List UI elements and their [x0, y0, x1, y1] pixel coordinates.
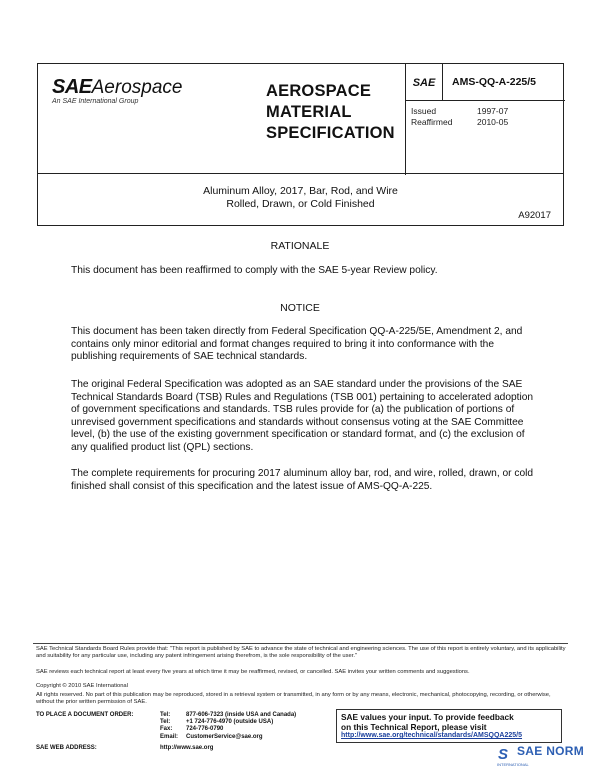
- logo-sae-text: SAE: [52, 76, 92, 98]
- copyright-note: Copyright © 2010 SAE International: [36, 683, 128, 689]
- notice-paragraph-2: The original Federal Specification was adopted as an SAE standard under the provisions of the SAE Technical Standards Board (TSB) Rules and Regulations (TSB 001) pertaining to accelerated adoption of government specifications and standards. TSB rules provide for (a) the publication of portions of unrevised government specifications and standards without consensus voting at the SAE Committee level, (b) the use of the existing government specification or standard format, and (c) the exclusion of any qualified product list (QPL) sections.: [71, 379, 534, 453]
- feedback-link[interactable]: http://www.sae.org/technical/standards/AMSQQA225/5: [341, 732, 523, 739]
- tel-value: 877-606-7323 (inside USA and Canada): [186, 712, 297, 718]
- tel2-label: Tel:: [160, 719, 171, 726]
- document-title-line-1: Aluminum Alloy, 2017, Bar, Rod, and Wire: [203, 185, 398, 197]
- sae-watermark-icon: [497, 742, 519, 764]
- title-line-3: SPECIFICATION: [266, 124, 395, 142]
- notice-paragraph-1: This document has been taken directly from Federal Specification QQ-A-225/5E, Amendment 2, and contains only minor editorial and format changes required to bring it into conformance with the publishing requirements of SAE technical standards.: [71, 326, 523, 362]
- feedback-box: [336, 709, 562, 743]
- svg-text:S: S: [498, 746, 509, 763]
- notice-heading: NOTICE: [280, 302, 320, 314]
- tel-label: Tel:: [160, 712, 171, 718]
- rights-note: All rights reserved. No part of this publication may be reproduced, stored in a retrieval system or transmitted, in any form or by any means, electronic, mechanical, photocopying, recording, or otherwise, without the prior written permission of SAE.: [36, 692, 551, 706]
- title-line-1: AEROSPACE: [266, 82, 372, 100]
- footer-divider: [33, 643, 568, 644]
- issued-label: Issued: [411, 106, 437, 116]
- issued-value: 1997-07: [477, 106, 509, 116]
- watermark-text: SAE NORM: [517, 744, 585, 758]
- order-label: TO PLACE A DOCUMENT ORDER:: [36, 712, 134, 718]
- document-dates: [411, 106, 508, 128]
- fsc-code: A92017: [518, 210, 551, 221]
- fax-value: 724-776-0790: [186, 726, 224, 733]
- watermark-subtext: INTERNATIONAL: [497, 762, 529, 767]
- title-line-2: MATERIAL: [266, 103, 352, 121]
- tel2-value: +1 724-776-4970 (outside USA): [186, 719, 274, 726]
- email-label: Email:: [160, 733, 179, 740]
- feedback-text: [341, 712, 514, 732]
- sae-norm-watermark: [497, 740, 589, 770]
- document-title-block: [37, 174, 564, 226]
- rationale-text: This document has been reaffirmed to comply with the SAE 5-year Review policy.: [71, 265, 438, 276]
- rationale-heading: RATIONALE: [270, 240, 330, 252]
- logo-aerospace-text: Aerospace: [91, 77, 183, 98]
- feedback-text-line-1: SAE values your input. To provide feedback: [341, 712, 514, 722]
- email-value[interactable]: CustomerService@sae.org: [186, 733, 263, 740]
- document-id-row: [406, 64, 565, 101]
- document-id-panel: [405, 64, 564, 175]
- feedback-text-line-2: on this Technical Report, please visit: [341, 722, 487, 732]
- order-contact-info: [160, 712, 296, 741]
- reaffirmed-value: 2010-05: [477, 117, 509, 127]
- logo-tagline: An SAE International Group: [52, 98, 139, 105]
- fax-label: Fax:: [160, 726, 173, 733]
- web-address-label: SAE WEB ADDRESS:: [36, 745, 97, 751]
- sae-aerospace-logo: [38, 64, 248, 175]
- sae-mini-logo: SAE: [406, 64, 443, 101]
- reaffirmed-label: Reaffirmed: [411, 117, 453, 127]
- notice-paragraph-3: The complete requirements for procuring 2017 aluminum alloy bar, rod, and wire, rolled, drawn, or cold finished shall consist of this specification and the latest issue of AMS-QQ-A-225.: [71, 468, 534, 492]
- tsb-rules-note: SAE Technical Standards Board Rules provide that: "This report is published by SAE to advance the state of technical and engineering sciences. The use of this report is entirely voluntary, and its applicability and suitability for any particular use, including any patent infringement arising therefrom, is the sole responsibility of the user.": [36, 646, 566, 660]
- document-number: AMS-QQ-A-225/5: [452, 76, 537, 88]
- web-address-link[interactable]: http://www.sae.org: [160, 745, 214, 751]
- header-box: [37, 63, 564, 174]
- review-note: SAE reviews each technical report at least every five years at which time it may be reaffirmed, revised, or cancelled. SAE invites your written comments and suggestions.: [36, 669, 470, 675]
- document-title-line-2: Rolled, Drawn, or Cold Finished: [226, 198, 375, 210]
